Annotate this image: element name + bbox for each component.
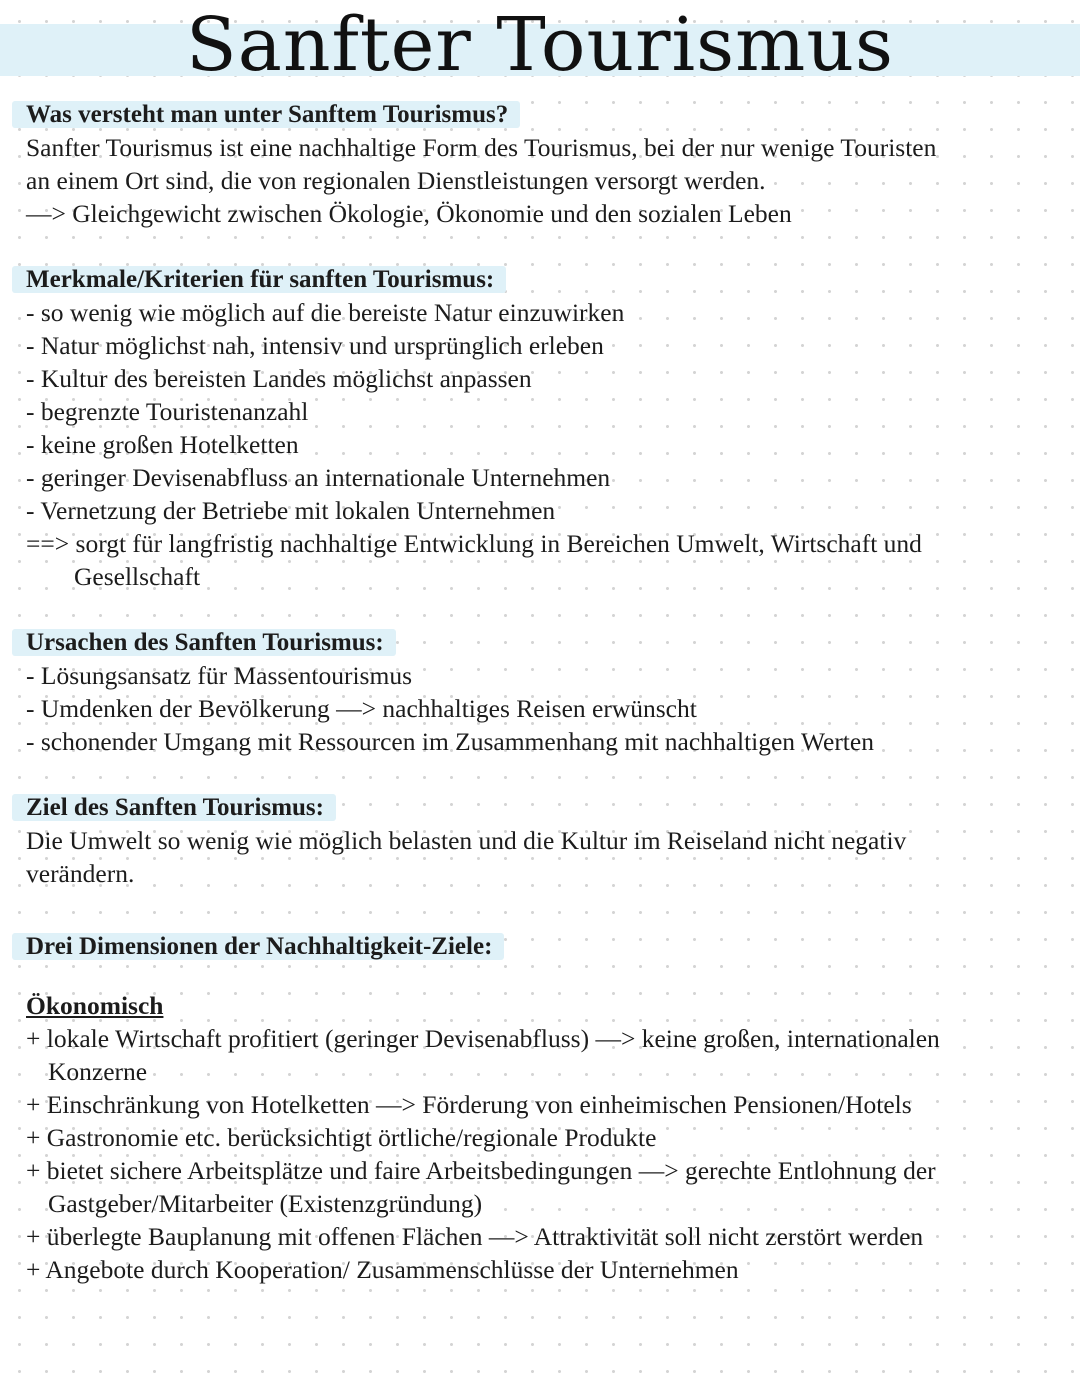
- economic-item: + überlegte Bauplanung mit offenen Flächen —> Attraktivität soll nicht zerstört werden: [26, 1222, 924, 1251]
- section-heading-criteria: [26, 263, 1056, 296]
- criteria-item: - begrenzte Touristenanzahl: [26, 397, 309, 426]
- section-heading-definition: [26, 98, 1056, 131]
- heading-highlight: Ursachen des Sanften Tourismus:: [12, 629, 396, 656]
- criteria-item: - Vernetzung der Betriebe mit lokalen Unternehmen: [26, 496, 556, 525]
- economic-item-cont: Konzerne: [48, 1057, 148, 1086]
- economic-item: + Angebote durch Kooperation/ Zusammenschlüsse der Unternehmen: [26, 1255, 739, 1284]
- goal-line: Die Umwelt so wenig wie möglich belasten und die Kultur im Reiseland nicht negativ: [26, 826, 907, 855]
- criteria-item: - keine großen Hotelketten: [26, 430, 299, 459]
- economic-item: + Einschränkung von Hotelketten —> Förderung von einheimischen Pensionen/Hotels: [26, 1090, 912, 1119]
- economic-item: + lokale Wirtschaft profitiert (geringer Devisenabfluss) —> keine großen, internationalen: [26, 1024, 940, 1053]
- page-title: Sanfter Tourismus: [186, 2, 894, 88]
- heading-highlight: Drei Dimensionen der Nachhaltigkeit-Ziele:: [12, 933, 504, 960]
- subheading-economic: Ökonomisch: [26, 991, 164, 1020]
- definition-line: Sanfter Tourismus ist eine nachhaltige Form des Tourismus, bei der nur wenige Touristen: [26, 133, 937, 162]
- economic-item: + Gastronomie etc. berücksichtigt örtliche/regionale Produkte: [26, 1123, 657, 1152]
- criteria-item: - so wenig wie möglich auf die bereiste Natur einzuwirken: [26, 298, 625, 327]
- cause-item: - schonender Umgang mit Ressourcen im Zusammenhang mit nachhaltigen Werten: [26, 727, 874, 756]
- definition-line: an einem Ort sind, die von regionalen Dienstleistungen versorgt werden.: [26, 166, 766, 195]
- criteria-conclusion-cont: Gesellschaft: [74, 562, 201, 591]
- economic-item-cont: Gastgeber/Mitarbeiter (Existenzgründung): [48, 1189, 483, 1218]
- criteria-item: - Natur möglichst nah, intensiv und ursprünglich erleben: [26, 331, 604, 360]
- cause-item: - Umdenken der Bevölkerung —> nachhaltiges Reisen erwünscht: [26, 694, 697, 723]
- definition-line: —> Gleichgewicht zwischen Ökologie, Ökonomie und den sozialen Leben: [26, 199, 792, 228]
- section-heading-dimensions: [26, 930, 1056, 963]
- goal-line: verändern.: [26, 859, 135, 888]
- economic-item: + bietet sichere Arbeitsplätze und faire Arbeitsbedingungen —> gerechte Entlohnung der: [26, 1156, 936, 1185]
- criteria-item: - geringer Devisenabfluss an internationale Unternehmen: [26, 463, 611, 492]
- heading-highlight: Was versteht man unter Sanftem Tourismus?: [12, 101, 520, 128]
- criteria-item: - Kultur des bereisten Landes möglichst anpassen: [26, 364, 532, 393]
- criteria-conclusion: ==> sorgt für langfristig nachhaltige Entwicklung in Bereichen Umwelt, Wirtschaft und: [26, 529, 922, 558]
- heading-highlight: Ziel des Sanften Tourismus:: [12, 794, 336, 821]
- cause-item: - Lösungsansatz für Massentourismus: [26, 661, 412, 690]
- heading-highlight: Merkmale/Kriterien für sanften Tourismus:: [12, 266, 506, 293]
- notes-content: [26, 98, 1056, 1286]
- section-heading-causes: [26, 626, 1056, 659]
- section-heading-goal: [26, 791, 1056, 824]
